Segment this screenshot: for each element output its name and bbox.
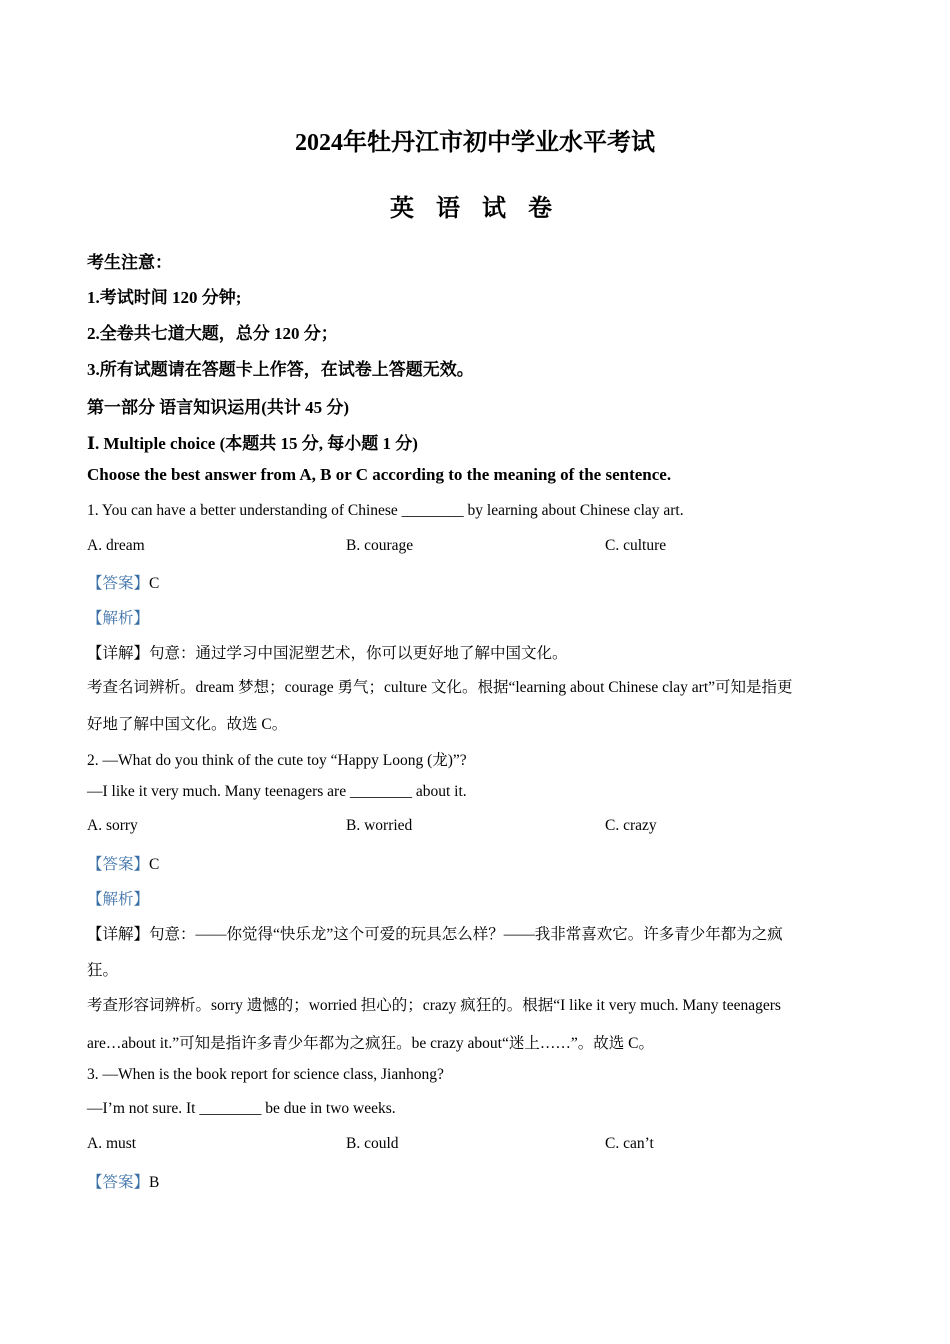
instruction: Choose the best answer from A, B or C according to the meaning of the sentence. (87, 465, 672, 484)
part-heading: 第一部分 语言知识运用(共计 45 分) (87, 398, 350, 417)
section-heading: Ⅰ. Multiple choice (本题共 15 分, 每小题 1 分) (87, 434, 418, 453)
exam-subtitle: 英 语 试 卷 (390, 196, 560, 222)
option-a: A. sorry (87, 817, 138, 834)
answer-label: 【答案】 (87, 856, 150, 873)
detail-text: 句意：——你觉得“快乐龙”这个可爱的玩具怎么样？——我非常喜欢它。许多青少年都为之疯 (149, 926, 783, 943)
explain-text: 好地了解中国文化。故选 C。 (87, 716, 288, 733)
option-c: C. culture (605, 537, 667, 554)
question-stem: —I like it very much. Many teenagers are ________ about it. (87, 783, 467, 800)
answer-value: C (149, 856, 160, 873)
detail-label: 【详解】 (87, 926, 150, 943)
detail-text: 狂。 (87, 962, 119, 979)
answer-value: B (149, 1174, 160, 1191)
answer-line (87, 852, 159, 874)
exam-title: 2024年牡丹江市初中学业水平考试 (295, 130, 655, 156)
detail-label: 【详解】 (87, 645, 150, 662)
notice-item: 1.考试时间 120 分钟; (87, 288, 242, 307)
explain-text: 考查形容词辨析。sorry 遗憾的；worried 担心的；crazy 疯狂的。根据“I like it very much. Many teenagers (87, 997, 781, 1014)
answer-label: 【答案】 (87, 1174, 150, 1191)
notice-heading: 考生注意： (87, 253, 172, 272)
explain-text: are…about it.”可知是指许多青少年都为之疯狂。be crazy about“迷上……”。故选 C。 (87, 1035, 654, 1052)
option-b: B. could (346, 1135, 399, 1152)
question-stem: 3. —When is the book report for science class, Jianhong? (87, 1066, 444, 1083)
detail-line (87, 641, 568, 663)
option-a: A. dream (87, 537, 145, 554)
option-b: B. courage (346, 537, 414, 554)
option-b: B. worried (346, 817, 413, 834)
explain-text: 考查名词辨析。dream 梦想；courage 勇气；culture 文化。根据“learning about Chinese clay art”可知是指更 (87, 679, 793, 696)
question-stem: 2. —What do you think of the cute toy “Happy Loong (龙)”? (87, 752, 467, 769)
notice-item: 2.全卷共七道大题，总分 120 分； (87, 324, 338, 343)
answer-label: 【答案】 (87, 575, 150, 592)
detail-line (87, 922, 783, 944)
answer-line (87, 571, 159, 593)
option-c: C. crazy (605, 817, 657, 834)
notice-item: 3.所有试题请在答题卡上作答，在试卷上答题无效。 (87, 360, 474, 379)
question-stem: 1. You can have a better understanding of Chinese ________ by learning about Chinese clay art. (87, 502, 684, 519)
answer-value: C (149, 575, 160, 592)
question-stem: —I’m not sure. It ________ be due in two weeks. (87, 1100, 396, 1117)
option-a: A. must (87, 1135, 137, 1152)
option-c: C. can’t (605, 1135, 654, 1152)
answer-line (87, 1170, 159, 1192)
detail-text: 句意：通过学习中国泥塑艺术，你可以更好地了解中国文化。 (149, 645, 568, 662)
analysis-label: 【解析】 (87, 891, 150, 908)
analysis-label: 【解析】 (87, 610, 150, 627)
